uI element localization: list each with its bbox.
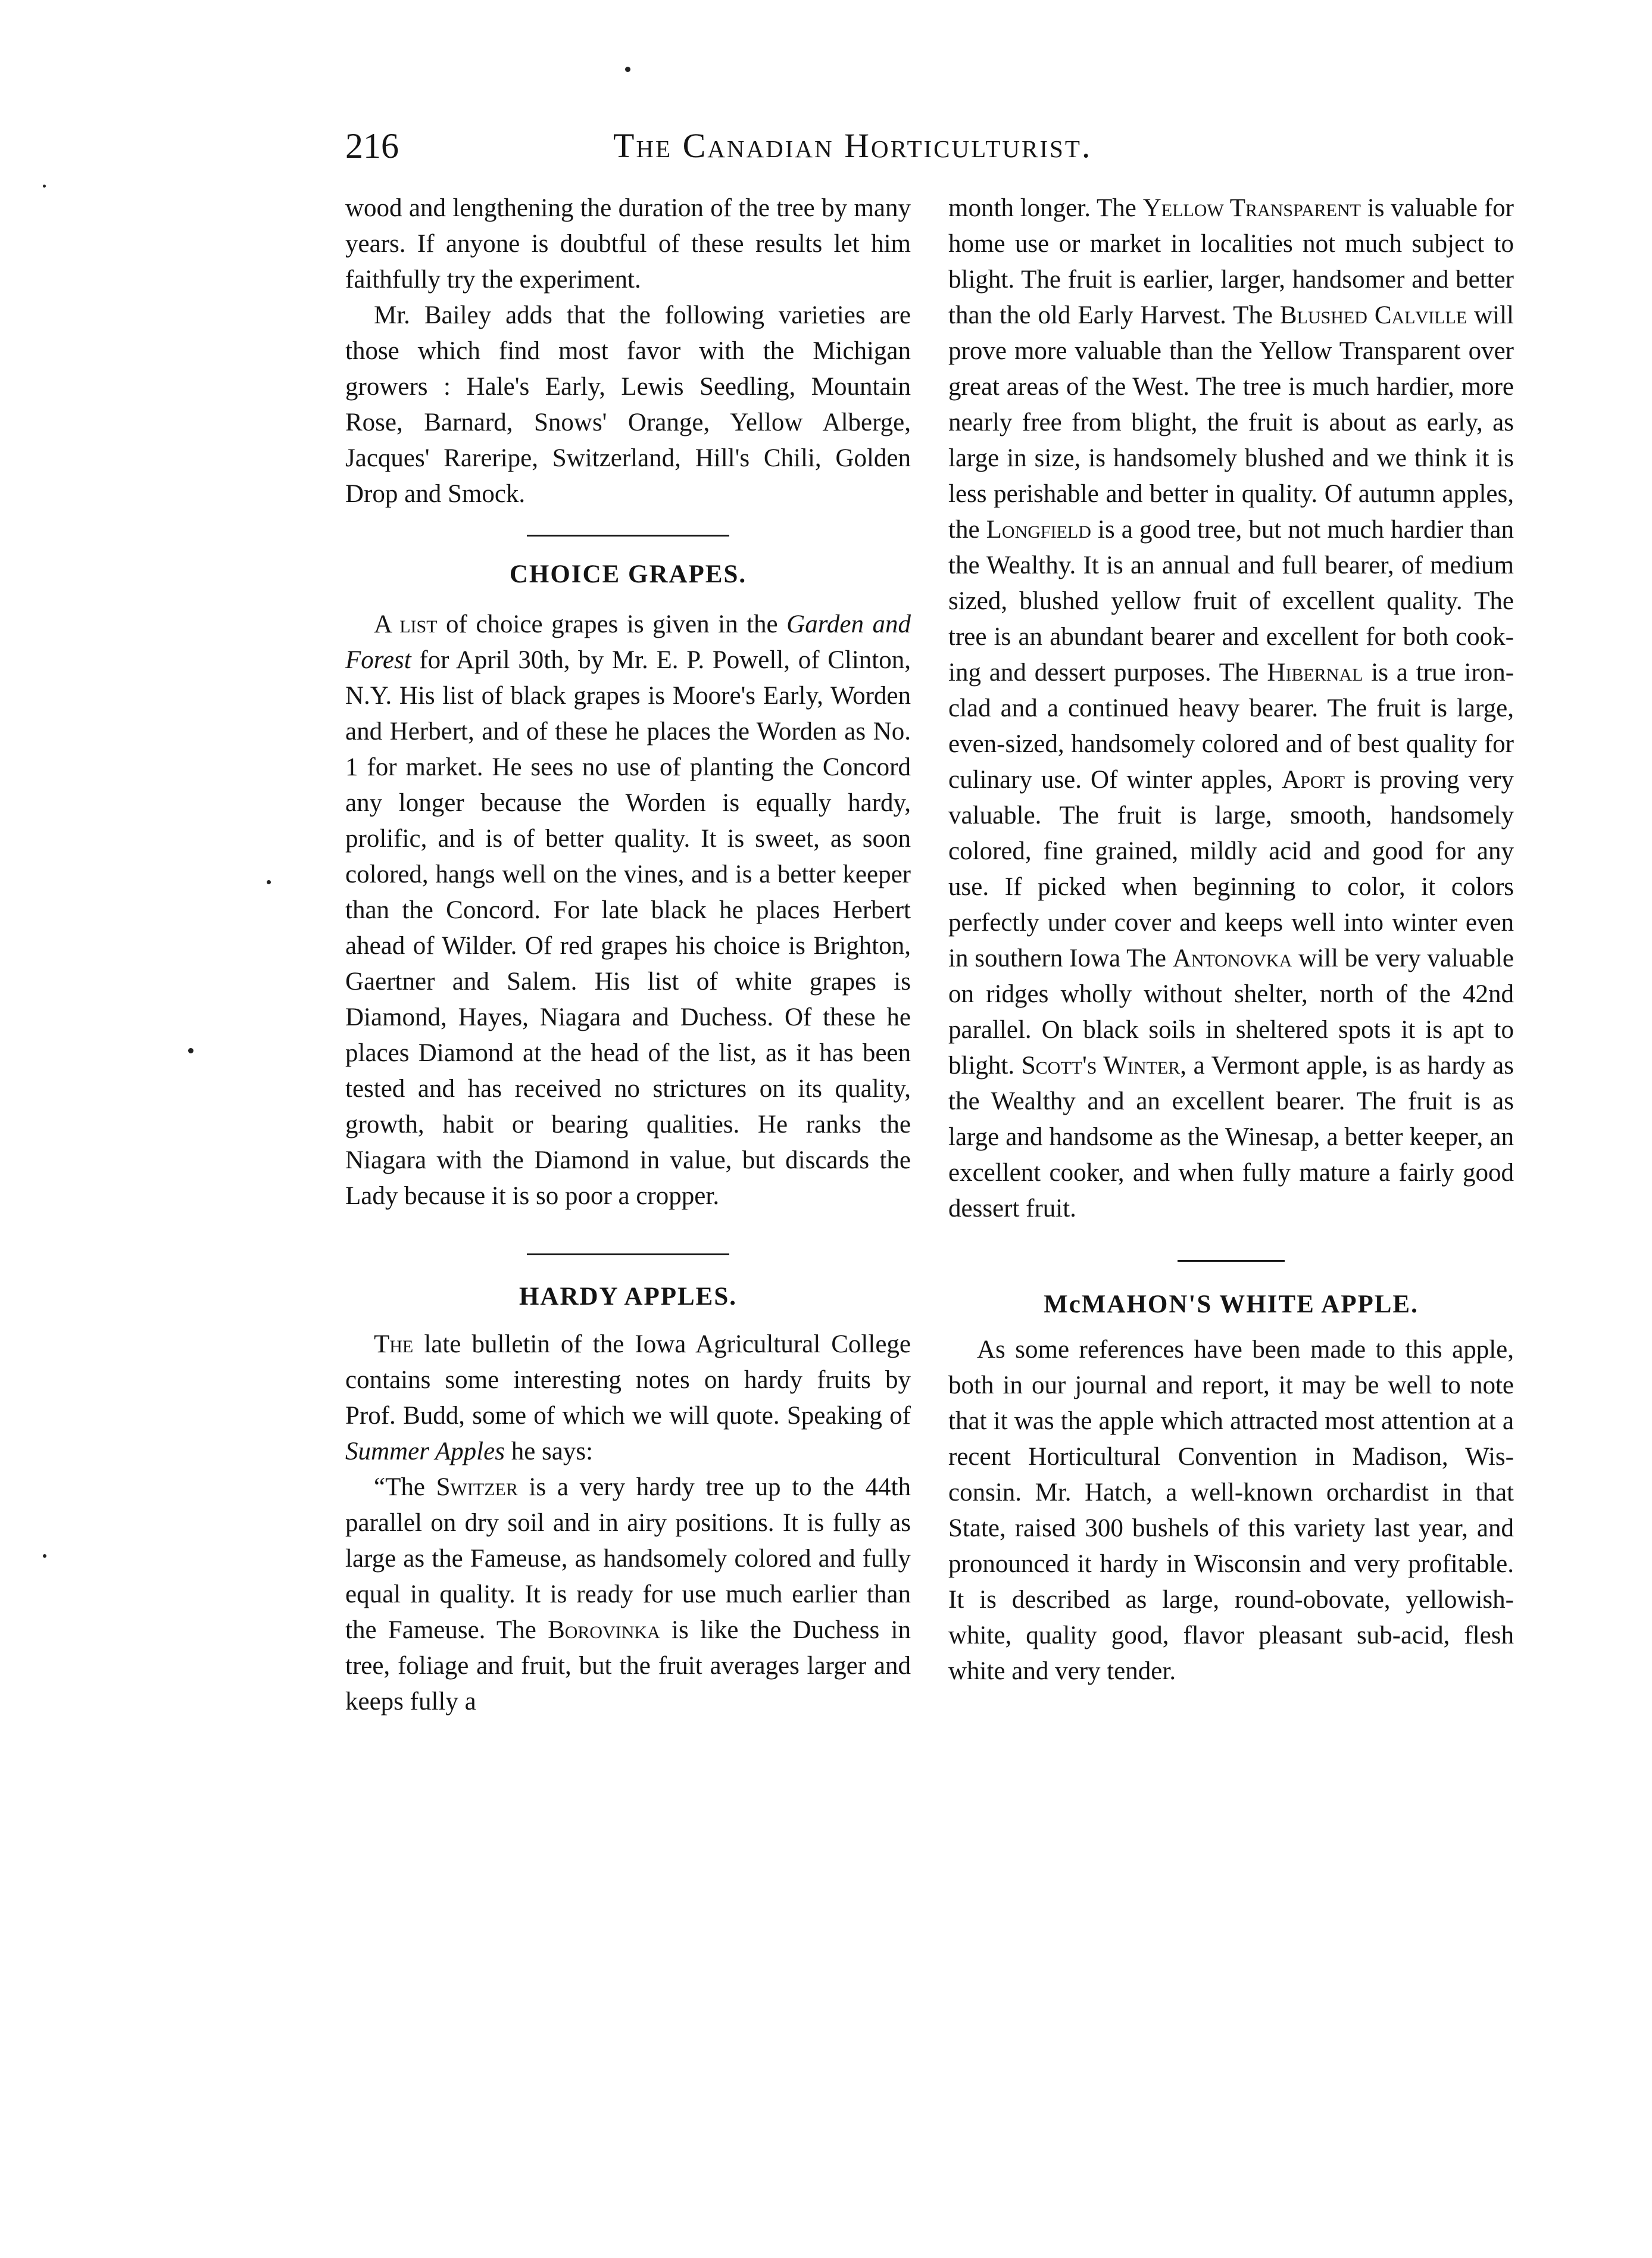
page-header: [345, 122, 1274, 170]
journal-title: Garden and Forest: [345, 610, 911, 674]
variety-name: Antonovka: [1172, 944, 1292, 972]
variety-name: Blushed Calville: [1279, 301, 1467, 329]
lead-word: The: [374, 1330, 414, 1358]
variety-name: Hibernal: [1267, 659, 1363, 687]
lead-word: A list: [374, 610, 438, 638]
running-title: The Canadian Horticulturist.: [613, 126, 1092, 165]
variety-name: Aport: [1282, 766, 1345, 794]
heading-mcmahon: McMAHON'S WHITE APPLE.: [1044, 1290, 1419, 1318]
scan-speck: [43, 1554, 46, 1558]
scan-speck: [267, 880, 271, 884]
paragraph-mcmahon: As some references have been made to this apple, both in our journal and report, it may be well to note that it was the apple which attracted most attention at a recent Horticultural Convention in Madison, Wisconsin. Mr. Hatch, a well-known orchardist in that State, raised 300 bushels of this variety last year, and pronounced it hardy in Wisconsin and very profitable. It is described as large, round-obovate, yellowish-white, quality good, flavor pleasant sub-acid, flesh white and very tender.: [948, 1336, 1514, 1685]
variety-name: Borovinka: [548, 1616, 660, 1644]
paragraph-choice-grapes: A list of choice grapes is given in the Garden and Forest for April 30th, by Mr. E. P. Powell, of Clinton, N.Y. His list of black grapes is Moore's Early, Worden and Herbert, and of these he places the Worden as No. 1 for market. He sees no use of planting the Concord any longer because the Worden is equally hardy, prolific, and is of better quality. It is sweet, as soon colored, hangs well on the vines, and is a better keeper than the Concord. For late black he places Herbert ahead of Wilder. Of red grapes his choice is Brighton, Gaertner and Salem. His list of white grapes is Diamond, Hayes, Niagara and Duchess. Of these he places Diamond at the head of the list, as it has been tested and has received no strictures on its quality, growth, habit or bearing qualities. He ranks the Niagara with the Diamond in value, but discards the Lady because it is so poor a cropper.: [345, 610, 911, 1210]
summer-apples-title: Summer Apples: [345, 1437, 505, 1465]
paragraph-continued: wood and lengthening the duration of the tree by many years. If anyone is doubtful of these results let him faithfully try the experiment.: [345, 194, 911, 294]
heading-choice-grapes: CHOICE GRAPES.: [509, 560, 747, 588]
variety-name: Scott's Winter: [1021, 1052, 1181, 1080]
variety-name: Switzer: [436, 1473, 518, 1501]
right-column: [948, 191, 1514, 1689]
paragraph-switzer: “The Switzer is a very hardy tree up to the 44th parallel on dry soil and in airy positions. It is fully as large as the Fameuse, as handsomely colored and fully equal in quality. It is ready for use much earlier than the Fameuse. The Borovinka is like the Duchess in tree, foliage and fruit, but the fruit averages larger and keeps fully a: [345, 1473, 911, 1716]
scan-speck: [188, 1048, 193, 1053]
variety-name: Longfield: [986, 516, 1091, 544]
variety-name: Yellow Transparent: [1142, 194, 1361, 222]
paragraph-bailey: Mr. Bailey adds that the following varieties are those which find most favor with the Michigan growers : Hale's Early, Lewis Seedling, Mountain Rose, Barnard, Snows' Orange, Yellow Alberge, Jacques' Rareripe, Switzerland, Hill's Chili, Golden Drop and Smock.: [345, 301, 911, 508]
paragraph-hardy-continued: month longer. The Yellow Transparent is valuable for home use or market in localities not much subject to blight. The fruit is earlier, larger, handsomer and better than the old Early Harvest. The Blushed Calville will prove more valuable than the Yellow Transparent over great areas of the West. The tree is much hardier, more nearly free from blight, the fruit is about as early, as large in size, is handsomely blushed and we think it is less perishable and better in quality. Of autumn apples, the Longfield is a good tree, but not much hardier than the Wealthy. It is an annual and full bearer, of medium sized, blushed yellow fruit of excellent quality. The tree is an abundant bearer and excellent for both cooking and dessert purposes. The Hibernal is a true iron-clad and a continued heavy bearer. The fruit is large, even-sized, handsomely colored and of best quality for culinary use. Of winter apples, Aport is proving very valuable. The fruit is large, smooth, handsomely colored, fine grained, mildly acid and good for any use. If picked when beginning to color, it colors perfectly under cover and keeps well into winter even in southern Iowa The Antonovka will be very valuable on ridges wholly without shelter, north of the 42nd parallel. On black soils in sheltered spots it is apt to blight. Scott's Winter, a Vermont apple, is as hardy as the Wealthy and an excellent bearer. The fruit is as large and handsome as the Winesap, a better keeper, an excellent cooker, and when fully mature a fairly good dessert fruit.: [948, 194, 1514, 1222]
left-column: [345, 191, 911, 1720]
paragraph-hardy-apples: The late bulletin of the Iowa Agricultural College contains some interesting notes on hardy fruits by Prof. Budd, some of which we will quote. Speaking of Summer Apples he says:: [345, 1330, 911, 1465]
scan-speck: [625, 67, 630, 72]
scan-speck: [43, 185, 46, 188]
page-number: 216: [345, 126, 399, 166]
heading-hardy-apples: HARDY APPLES.: [519, 1283, 738, 1311]
